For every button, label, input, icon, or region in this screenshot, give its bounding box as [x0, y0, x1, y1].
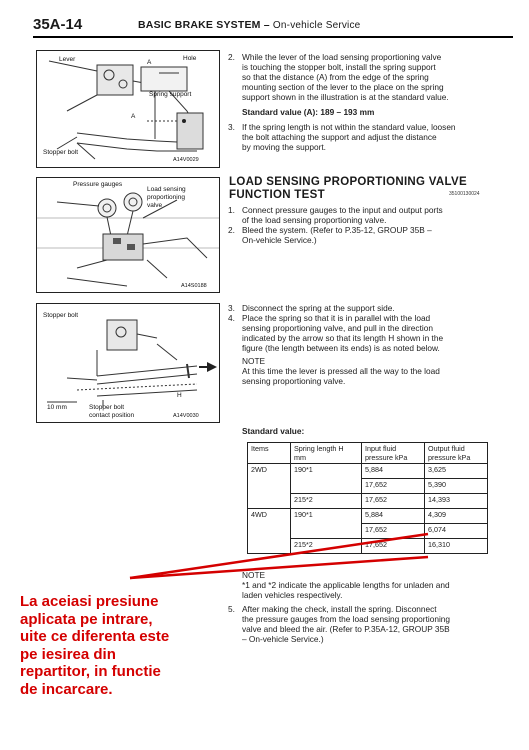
- figure-2-label-lspv-1: Load sensing: [147, 186, 186, 193]
- figure-2-label-pressure-gauges: Pressure gauges: [73, 181, 123, 188]
- test-step-5-line: – On-vehicle Service.): [242, 634, 324, 644]
- table-cell: 190*1: [291, 464, 362, 479]
- test-step-2-number: 2.: [228, 225, 235, 235]
- test-step-1: [228, 205, 498, 225]
- test-step-5-line: valve and bleed the air. (Refer to P.35A-12, GROUP 35B: [242, 624, 450, 634]
- test-step-5-number: 5.: [228, 604, 235, 614]
- test-step-1-line: Connect pressure gauges to the input and output ports: [242, 205, 443, 215]
- section-title-main: BASIC BRAKE SYSTEM: [138, 19, 261, 31]
- step-3-number: 3.: [228, 122, 235, 132]
- figure-spring-length: [36, 303, 220, 423]
- section-title: [138, 19, 360, 31]
- step-2-line: so that the distance (A) from the edge of the spring: [242, 72, 429, 82]
- test-step-3: [228, 303, 498, 313]
- section-title-dash: –: [263, 19, 270, 31]
- test-step-5-line: the pressure gauges from the load sensing proportioning: [242, 614, 451, 624]
- annotation-note: [20, 593, 230, 698]
- note-lever-line: sensing proportioning valve.: [242, 376, 346, 386]
- figure-3-label-h: H: [177, 392, 182, 399]
- table-cell: 14,393: [425, 494, 488, 509]
- table-cell: 5,390: [425, 479, 488, 494]
- test-step-4-line: sensing proportioning valve, and pull in the direction: [242, 323, 433, 333]
- note-lengths-line: *1 and *2 indicate the applicable lengths for unladen and: [242, 580, 450, 590]
- table-header-row: [248, 443, 488, 464]
- step-2: [228, 52, 498, 117]
- figure-1-label-stopper-bolt: Stopper bolt: [43, 149, 79, 156]
- test-step-5-line: After making the check, install the spring. Disconnect: [242, 604, 437, 614]
- annotation-line: uite ce diferenta este: [20, 628, 170, 645]
- test-step-3-text: [242, 303, 498, 313]
- step-3-line: the bolt attaching the support and adjust the distance: [242, 132, 437, 142]
- figure-2-label-lspv-2: proportioning: [147, 194, 185, 201]
- table-cell: 17,652: [362, 524, 425, 539]
- table-header-cell: Spring length H mm: [291, 443, 362, 464]
- test-step-2-line: On-vehicle Service.): [242, 235, 317, 245]
- table-cell: [291, 524, 362, 539]
- step-2-number: 2.: [228, 52, 235, 62]
- figure-2-label-lspv-3: valve: [147, 202, 163, 209]
- section-title-sub: On-vehicle Service: [272, 20, 361, 31]
- step-3-line: by moving the support.: [242, 142, 326, 152]
- note-lengths-label: NOTE: [242, 570, 266, 580]
- figure-1-label-lever: Lever: [59, 56, 76, 63]
- test-heading-code: 35100130024: [449, 191, 480, 197]
- table-cell: 2WD: [248, 464, 291, 479]
- test-step-1-text: [242, 205, 498, 225]
- table-cell: [248, 494, 291, 509]
- table-cell: 5,884: [362, 509, 425, 524]
- table-cell: [248, 539, 291, 554]
- step-2-line: is touching the stopper bolt, install the spring support: [242, 62, 436, 72]
- note-lever-label: NOTE: [242, 356, 266, 366]
- test-step-2: [228, 225, 498, 245]
- test-heading-line-1: LOAD SENSING PROPORTIONING VALVE: [229, 176, 467, 188]
- figure-pressure-gauges: [36, 177, 220, 293]
- test-step-4-text: [242, 313, 498, 353]
- table-row: [248, 479, 488, 494]
- step-3-line: If the spring length is not within the standard value, loosen: [242, 122, 456, 132]
- table-row: [248, 509, 488, 524]
- figure-3-code: A14V0030: [173, 413, 199, 419]
- table-row: [248, 539, 488, 554]
- table-cell: 17,652: [362, 479, 425, 494]
- table-cell: 6,074: [425, 524, 488, 539]
- annotation-line: aplicata pe intrare,: [20, 610, 153, 628]
- note-lengths-line: laden vehicles respectively.: [242, 590, 343, 600]
- figure-1-label-a: A: [147, 59, 152, 66]
- test-step-1-line: of the load sensing proportioning valve.: [242, 215, 387, 225]
- table-cell: 190*1: [291, 509, 362, 524]
- figure-1-code: A14V0029: [173, 157, 199, 163]
- test-step-2-text: [242, 225, 498, 245]
- table-header-cell: Input fluid pressure kPa: [362, 443, 425, 464]
- test-step-3-number: 3.: [228, 303, 235, 313]
- figure-2-drawing: [37, 178, 219, 292]
- test-step-3-line: Disconnect the spring at the support side.: [242, 303, 395, 313]
- table-cell: 5,884: [362, 464, 425, 479]
- table-cell: 4WD: [248, 509, 291, 524]
- figure-lever-spring-support: [36, 50, 220, 168]
- test-step-4-line: Place the spring so that it is in parallel with the load: [242, 313, 431, 323]
- table-cell: [248, 479, 291, 494]
- test-step-1-number: 1.: [228, 205, 235, 215]
- table-row: [248, 494, 488, 509]
- test-step-4-line: indicated by the arrow so that its length H shown in the: [242, 333, 444, 343]
- figure-1-label-hole: Hole: [183, 55, 197, 62]
- table-row: [248, 524, 488, 539]
- table-cell: 16,310: [425, 539, 488, 554]
- table-header-cell: Items: [248, 443, 291, 464]
- test-step-4-line: figure (the length between its ends) is as noted below.: [242, 343, 440, 353]
- table-cell: 17,652: [362, 539, 425, 554]
- step-3: [228, 122, 498, 154]
- standard-value-table: [247, 442, 488, 554]
- step-2-line: mounting section of the lever to the place on the spring: [242, 82, 444, 92]
- standard-value-title: Standard value:: [242, 426, 305, 436]
- table-row: [248, 464, 488, 479]
- note-lever: [242, 356, 502, 386]
- test-step-5-text: [242, 604, 498, 644]
- page-header: [33, 14, 513, 38]
- table-cell: [291, 479, 362, 494]
- test-step-5: [228, 604, 498, 644]
- figure-3-label-contact-2: contact position: [89, 412, 135, 419]
- figure-1-label-a2: A: [131, 113, 136, 120]
- figure-1-label-spring-support: Spring support: [149, 91, 192, 98]
- note-lever-line: At this time the lever is pressed all the way to the load: [242, 366, 440, 376]
- annotation-line: de incarcare.: [20, 680, 113, 698]
- page-number: 35A-14: [33, 16, 83, 33]
- test-step-4-number: 4.: [228, 313, 235, 323]
- table-cell: [248, 524, 291, 539]
- step-2-line: support shown in the illustration is at the standard value.: [242, 92, 449, 102]
- annotation-line: La aceiasi presiune: [20, 593, 159, 610]
- figure-2-code: A14S0188: [181, 283, 207, 289]
- annotation-line: pe iesirea din: [20, 645, 116, 663]
- figure-3-label-contact-1: Stopper bolt: [89, 404, 125, 411]
- step-2-line: While the lever of the load sensing proportioning valve: [242, 52, 442, 62]
- table-cell: 215*2: [291, 539, 362, 554]
- test-heading-line-2: FUNCTION TEST: [229, 189, 325, 201]
- annotation-line: repartitor, in functie: [20, 663, 161, 680]
- table-cell: 17,652: [362, 494, 425, 509]
- table-cell: 4,309: [425, 509, 488, 524]
- table-header-cell: Output fluid pressure kPa: [425, 443, 488, 464]
- test-step-4: [228, 313, 498, 353]
- step-2-text: [242, 52, 498, 117]
- figure-3-label-10mm: 10 mm: [47, 404, 67, 411]
- step-3-text: [242, 122, 498, 152]
- note-lengths: [242, 570, 502, 600]
- table-cell: 3,625: [425, 464, 488, 479]
- test-step-2-line: Bleed the system. (Refer to P.35-12, GROUP 35B –: [242, 225, 432, 235]
- table-cell: 215*2: [291, 494, 362, 509]
- step-2-standard-value: Standard value (A): 189 – 193 mm: [242, 107, 375, 117]
- figure-3-label-stopper-bolt: Stopper bolt: [43, 312, 79, 319]
- test-heading: [229, 176, 489, 202]
